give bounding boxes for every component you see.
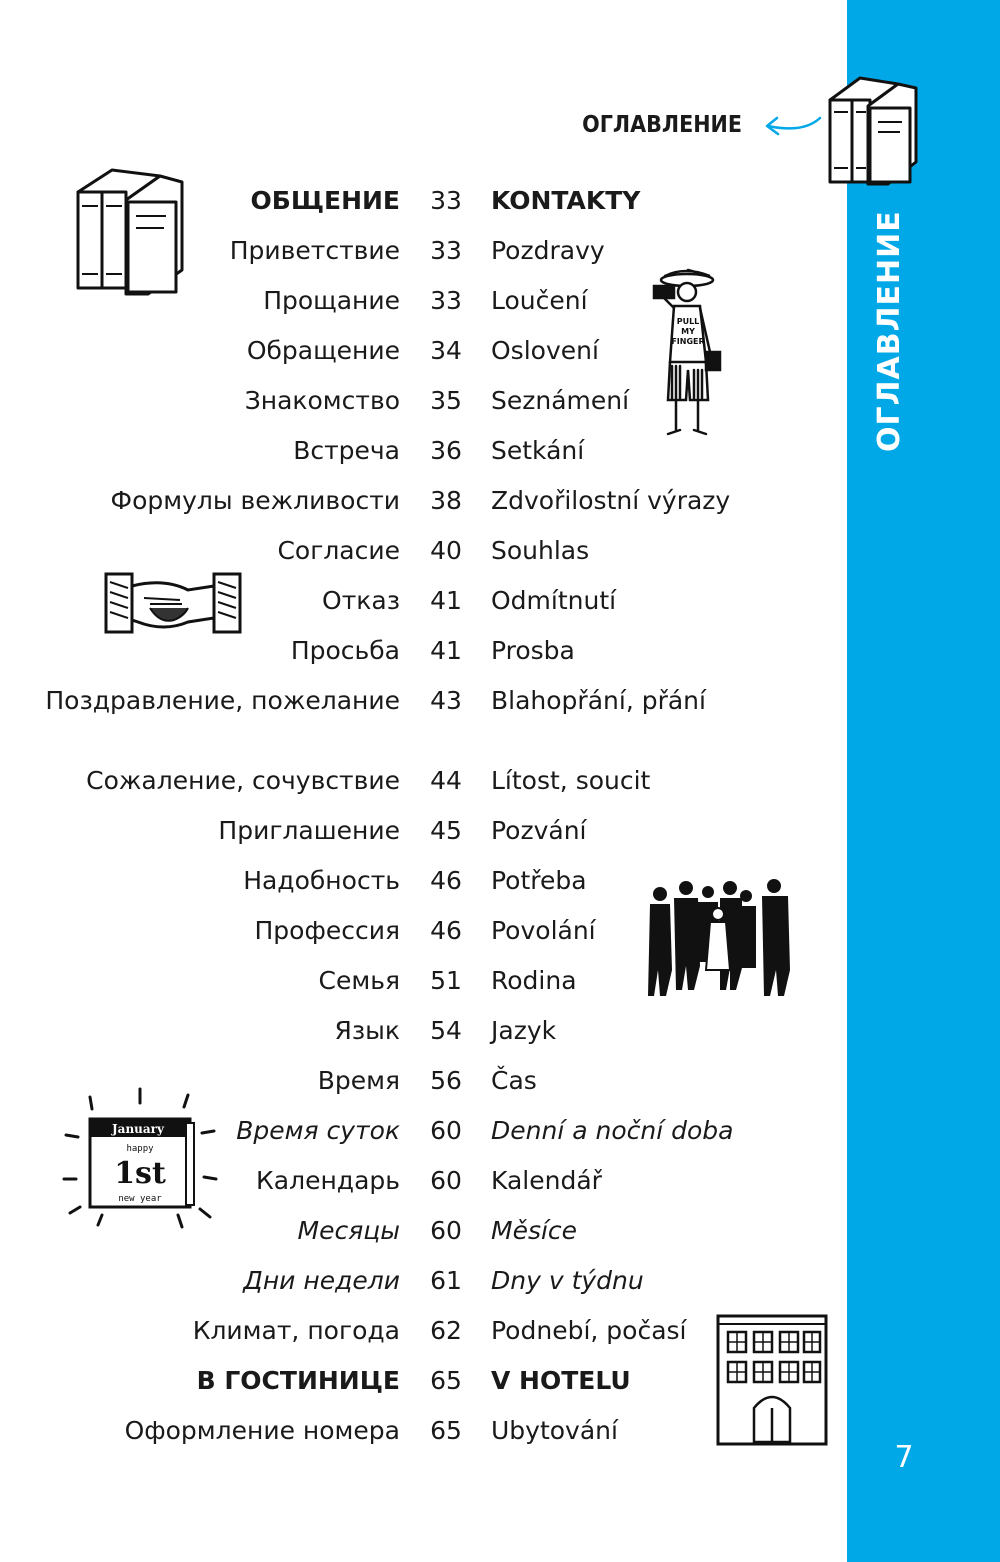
toc-entry-czech: Odmítnutí (491, 586, 617, 615)
toc-row[interactable] (0, 230, 840, 280)
toc-entry-czech: Loučení (491, 286, 588, 315)
toc-row[interactable] (0, 1410, 840, 1460)
toc-entry-czech: Oslovení (491, 336, 599, 365)
toc-row[interactable] (0, 1360, 840, 1410)
books-icon (820, 72, 920, 190)
toc-page-number: 51 (430, 966, 462, 995)
toc-entry-russian: ОБЩЕНИЕ (250, 186, 400, 215)
toc-entry-czech: Setkání (491, 436, 585, 465)
toc-row[interactable] (0, 1210, 840, 1260)
toc-row[interactable] (0, 580, 840, 630)
toc-entry-czech: Povolání (491, 916, 596, 945)
toc-entry-russian: Прощание (263, 286, 400, 315)
toc-list (0, 180, 840, 1460)
toc-entry-russian: Время (317, 1066, 400, 1095)
toc-entry-czech: Čas (491, 1066, 537, 1095)
toc-page-number: 65 (430, 1366, 462, 1395)
toc-entry-russian: Время суток (236, 1116, 400, 1145)
toc-entry-russian: Приглашение (218, 816, 400, 845)
toc-entry-russian: Поздравление, пожелание (45, 686, 400, 715)
calendar-text-new-year: new year (118, 1194, 162, 1204)
toc-entry-czech: Lítost, soucit (491, 766, 651, 795)
toc-row[interactable] (0, 480, 840, 530)
toc-entry-czech: Zdvořilostní výrazy (491, 486, 731, 515)
side-tab (847, 0, 1000, 1562)
toc-row[interactable] (0, 1010, 840, 1060)
toc-entry-russian: Дни недели (243, 1266, 400, 1295)
toc-page-number: 60 (430, 1216, 462, 1245)
toc-entry-czech: V HOTELU (491, 1366, 631, 1395)
toc-page-number: 33 (430, 186, 462, 215)
toc-page-number: 38 (430, 486, 462, 515)
toc-page-number: 54 (430, 1016, 462, 1045)
toc-entry-czech: Denní a noční doba (491, 1116, 734, 1145)
toc-entry-russian: В ГОСТИНИЦЕ (196, 1366, 400, 1395)
toc-entry-czech: Dny v týdnu (491, 1266, 644, 1295)
toc-entry-czech: Pozvání (491, 816, 587, 845)
arrow-icon (762, 110, 822, 142)
toc-page-number: 65 (430, 1416, 462, 1445)
toc-entry-russian: Обращение (246, 336, 400, 365)
toc-row[interactable] (0, 180, 840, 230)
toc-page-number: 44 (430, 766, 462, 795)
toc-entry-russian: Согласие (277, 536, 400, 565)
toc-entry-czech: Kalendář (491, 1166, 602, 1195)
toc-entry-czech: Potřeba (491, 866, 587, 895)
toc-entry-russian: Встреча (293, 436, 400, 465)
toc-entry-russian: Просьба (290, 636, 400, 665)
toc-entry-russian: Сожаление, сочувствие (86, 766, 400, 795)
toc-page-number: 41 (430, 636, 462, 665)
toc-entry-czech: Blahopřání, přání (491, 686, 706, 715)
toc-row[interactable] (0, 280, 840, 330)
tshirt-text-1: PULL (676, 317, 700, 326)
tshirt-text-2: MY (681, 327, 695, 336)
toc-entry-russian: Надобность (243, 866, 400, 895)
toc-row[interactable] (0, 680, 840, 760)
toc-entry-czech: Prosba (491, 636, 575, 665)
toc-entry-czech: Měsíce (491, 1216, 578, 1245)
calendar-month-text: January (112, 1122, 164, 1136)
toc-entry-russian: Семья (318, 966, 400, 995)
toc-page-number: 45 (430, 816, 462, 845)
toc-page-number: 61 (430, 1266, 462, 1295)
page-title: ОГЛАВЛЕНИЕ (582, 112, 742, 138)
toc-entry-czech: Pozdravy (491, 236, 605, 265)
toc-row[interactable] (0, 960, 840, 1010)
toc-row[interactable] (0, 430, 840, 480)
toc-page-number: 46 (430, 866, 462, 895)
toc-page-number: 35 (430, 386, 462, 415)
toc-entry-russian: Формулы вежливости (110, 486, 400, 515)
toc-page-number: 60 (430, 1116, 462, 1145)
toc-page-number: 43 (430, 686, 462, 715)
toc-page-number: 56 (430, 1066, 462, 1095)
toc-row[interactable] (0, 380, 840, 430)
toc-entry-czech: Ubytování (491, 1416, 618, 1445)
toc-entry-czech: Seznámení (491, 386, 630, 415)
toc-entry-russian: Профессия (254, 916, 400, 945)
toc-row[interactable] (0, 630, 840, 680)
toc-entry-czech: Jazyk (491, 1016, 557, 1045)
page-number: 7 (894, 1440, 914, 1475)
toc-row[interactable] (0, 760, 840, 810)
toc-entry-russian: Язык (334, 1016, 400, 1045)
side-tab-title: ОГЛАВЛЕНИЕ (872, 210, 907, 452)
toc-entry-russian: Оформление номера (124, 1416, 400, 1445)
toc-row[interactable] (0, 1310, 840, 1360)
toc-row[interactable] (0, 330, 840, 380)
toc-entry-russian: Климат, погода (192, 1316, 400, 1345)
toc-entry-russian: Календарь (256, 1166, 400, 1195)
calendar-day-text: 1st (114, 1156, 166, 1191)
toc-row[interactable] (0, 1260, 840, 1310)
toc-entry-russian: Знакомство (244, 386, 400, 415)
toc-page-number: 33 (430, 286, 462, 315)
calendar-text-happy: happy (126, 1144, 154, 1154)
toc-entry-russian: Отказ (322, 586, 400, 615)
toc-page-number: 40 (430, 536, 462, 565)
toc-entry-russian: Приветствие (229, 236, 400, 265)
toc-page-number: 41 (430, 586, 462, 615)
toc-page-number: 46 (430, 916, 462, 945)
toc-entry-czech: Podnebí, počasí (491, 1316, 687, 1345)
toc-page-number: 34 (430, 336, 462, 365)
toc-page-number: 33 (430, 236, 462, 265)
toc-entry-czech: Souhlas (491, 536, 590, 565)
toc-row[interactable] (0, 530, 840, 580)
toc-entry-czech: KONTAKTY (491, 186, 641, 215)
toc-row[interactable] (0, 860, 840, 910)
toc-row[interactable] (0, 810, 840, 860)
toc-row[interactable] (0, 1160, 840, 1210)
toc-page-number: 60 (430, 1166, 462, 1195)
toc-row[interactable] (0, 1060, 840, 1110)
toc-row[interactable] (0, 1110, 840, 1160)
toc-page-number: 36 (430, 436, 462, 465)
toc-entry-czech: Rodina (491, 966, 577, 995)
toc-entry-russian: Месяцы (297, 1216, 400, 1245)
toc-row[interactable] (0, 910, 840, 960)
tshirt-text-3: FINGER (671, 337, 705, 346)
toc-page-number: 62 (430, 1316, 462, 1345)
